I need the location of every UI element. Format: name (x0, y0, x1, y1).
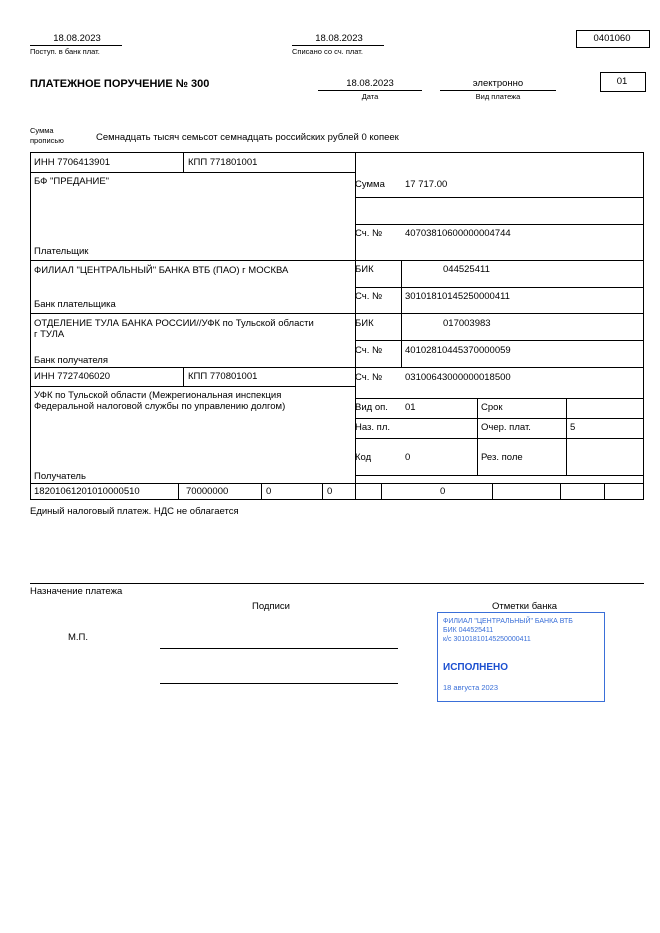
payer-bik-value: 044525411 (443, 264, 490, 275)
line-sum-field (355, 197, 644, 198)
payee-section-label: Получатель (34, 471, 86, 482)
payment-purpose-text: Единый налоговый платеж. НДС не облагается (30, 506, 239, 517)
payer-inn (34, 157, 110, 168)
payer-kpp-label: КПП (188, 157, 208, 168)
budget-divider-6 (560, 483, 561, 499)
payment-purpose-label: Назначение платежа (30, 586, 123, 597)
payer-kpp-value: 771801001 (209, 157, 258, 168)
payee-bank-name-line1: ОТДЕЛЕНИЕ ТУЛА БАНКА РОССИИ//УФК по Тульской области (34, 318, 314, 329)
payee-bik-label: БИК (355, 318, 374, 329)
line-rez (355, 475, 644, 476)
table-border-right (643, 152, 644, 499)
sum-label: Сумма (355, 179, 385, 190)
table-border-left (30, 152, 31, 499)
signature-line-1 (160, 648, 398, 649)
date-debited-label: Списано со сч. плат. (292, 47, 363, 56)
payment-purpose-underline (30, 583, 644, 584)
payer-inn-value: 7706413901 (57, 157, 111, 168)
budget-field3: 0 (266, 486, 272, 497)
kod-value: 0 (405, 452, 411, 463)
line-bik-payee (355, 340, 644, 341)
vid-op-value: 01 (405, 402, 416, 413)
payee-bik-value: 017003983 (443, 318, 491, 329)
divider-inn-kpp-payee (183, 367, 184, 386)
divider-details-right (566, 398, 567, 475)
line-bik-payer (355, 287, 644, 288)
budget-divider-5 (492, 483, 493, 499)
sum-words-value: Семнадцать тысяч семьсот семнадцать российских рублей 0 копеек (96, 132, 399, 143)
document-date-value: 18.08.2023 (346, 78, 394, 89)
line-naz-pl (355, 418, 644, 419)
divider-details-mid (477, 398, 478, 475)
table-line-top (30, 152, 644, 153)
payee-kpp (188, 371, 257, 382)
table-line-payee (30, 483, 644, 484)
budget-field4: 0 (327, 486, 333, 497)
signature-line-2 (160, 683, 398, 684)
table-line-inn-payee (30, 386, 355, 387)
stamp-date: 18 августа 2023 (443, 683, 499, 692)
payer-section-label: Плательщик (34, 246, 89, 257)
date-received-value: 18.08.2023 (53, 33, 101, 44)
form-code-value: 0401060 (593, 33, 631, 44)
payer-name: БФ "ПРЕДАНИЕ" (34, 176, 110, 187)
sum-words-label-line1: Сумма (30, 126, 54, 135)
payer-bank-name: ФИЛИАЛ "ЦЕНТРАЛЬНЫЙ" БАНКА ВТБ (ПАО) г МОСКВА (34, 265, 289, 276)
payee-inn-label: ИНН (34, 371, 55, 382)
payee-bank-account-label: Сч. № (355, 345, 383, 356)
signatures-label: Подписи (252, 601, 290, 612)
payee-bank-section-label: Банк получателя (34, 355, 108, 366)
budget-divider-7 (604, 483, 605, 499)
payee-bank-account-value: 40102810445370000059 (405, 345, 511, 356)
table-line-payer-bank (30, 313, 644, 314)
payer-bank-section-label: Банк плательщика (34, 299, 116, 310)
date-received-underline (30, 45, 122, 46)
payee-kpp-value: 770801001 (209, 371, 258, 382)
stamp-corr-account: к/с 30101810145250000411 (443, 636, 531, 643)
budget-divider-2 (261, 483, 262, 499)
date-received-label: Поступ. в банк плат. (30, 47, 100, 56)
line-code (355, 438, 644, 439)
payee-account-label: Сч. № (355, 372, 383, 383)
srok-label: Срок (481, 402, 503, 413)
divider-bik-payee-label (401, 313, 402, 367)
budget-oktmo: 70000000 (186, 486, 229, 497)
payer-account-value: 40703810600000004744 (405, 228, 511, 239)
budget-kbk: 18201061201010000510 (34, 486, 140, 497)
budget-divider-1 (178, 483, 179, 499)
vid-op-label: Вид оп. (355, 402, 388, 413)
mp-label: М.П. (68, 632, 89, 643)
payment-kind-underline (440, 90, 556, 91)
stamp-bank-name: ФИЛИАЛ "ЦЕНТРАЛЬНЫЙ" БАНКА ВТБ (443, 618, 573, 625)
table-line-payee-bank (30, 367, 644, 368)
sum-value: 17 717.00 (405, 179, 448, 190)
payer-bank-account-value: 30101810145250000411 (405, 291, 510, 302)
budget-divider-4 (381, 483, 382, 499)
table-line-inn-payer (30, 172, 355, 173)
payer-bank-account-label: Сч. № (355, 291, 383, 302)
line-vid-op (355, 398, 644, 399)
table-line-budget-row (30, 499, 644, 500)
divider-bik-payer-label (401, 260, 402, 313)
payment-kind-label: Вид платежа (475, 92, 521, 101)
bank-marks-label: Отметки банка (492, 601, 558, 612)
payer-inn-label: ИНН (34, 157, 55, 168)
date-debited-value: 18.08.2023 (315, 33, 363, 44)
table-line-payer (30, 260, 644, 261)
document-type-code: 01 (616, 76, 628, 87)
payee-name-line2: Федеральной налоговой службы по управлению долгом) (34, 401, 286, 412)
rez-pole-label: Рез. поле (481, 452, 523, 463)
payee-inn (34, 371, 110, 382)
divider-inn-kpp-payer (183, 152, 184, 172)
ocher-plat-value: 5 (570, 422, 576, 433)
payer-account-label: Сч. № (355, 228, 383, 239)
document-date-label: Дата (361, 92, 379, 101)
stamp-status: ИСПОЛНЕНО (443, 662, 509, 673)
document-date-underline (318, 90, 422, 91)
payer-bik-label: БИК (355, 264, 374, 275)
budget-divider-3 (322, 483, 323, 499)
ocher-plat-label: Очер. плат. (481, 422, 531, 433)
payee-name-line1: УФК по Тульской области (Межрегиональная инспекция (34, 390, 282, 401)
line-account-field (355, 224, 644, 225)
naz-pl-label: Наз. пл. (355, 422, 390, 433)
payee-kpp-label: КПП (188, 371, 208, 382)
budget-field6: 0 (440, 486, 446, 497)
payer-kpp (188, 157, 257, 168)
stamp-bik: БИК 044525411 (443, 627, 494, 634)
kod-label: Код (355, 452, 372, 463)
payment-kind-value: электронно (472, 78, 524, 89)
sum-words-label-line2: прописью (30, 136, 64, 145)
payee-bank-name-line2: г ТУЛА (34, 329, 65, 340)
date-debited-underline (292, 45, 384, 46)
page-title: ПЛАТЕЖНОЕ ПОРУЧЕНИЕ № 300 (30, 78, 210, 90)
payee-account-value: 03100643000000018500 (405, 372, 511, 383)
payee-inn-value: 7727406020 (57, 371, 111, 382)
